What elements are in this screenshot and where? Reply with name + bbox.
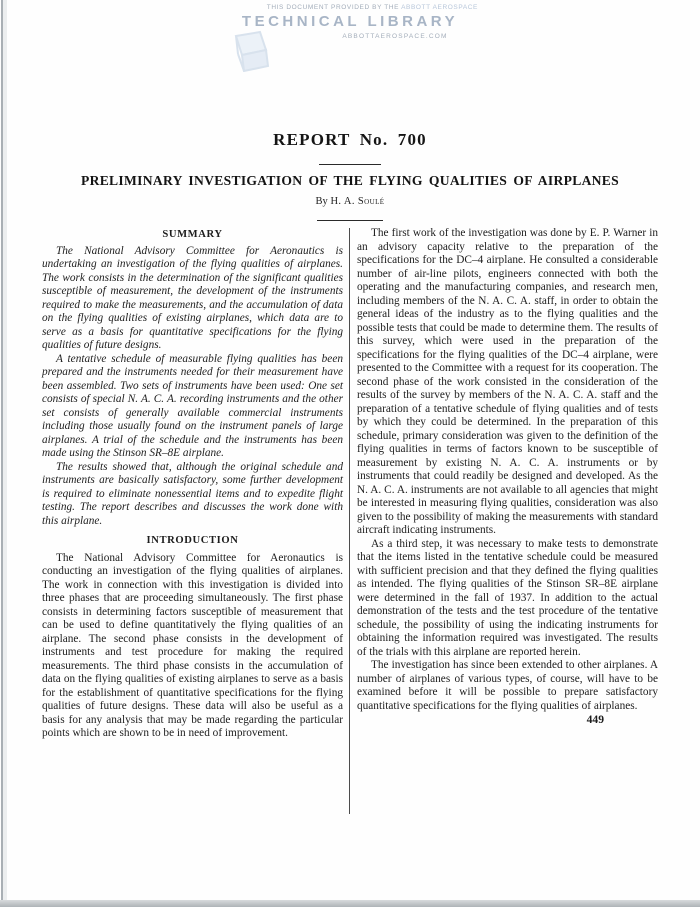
summary-heading: SUMMARY <box>162 229 223 240</box>
watermark-domain: ABBOTTAEROSPACE.COM <box>342 32 448 40</box>
scan-edge-bottom <box>0 900 700 907</box>
summary-paragraph: The National Advisory Committee for Aeronautics is undertaking an investigation of the flying qualities of airplanes. The work consists in the determination of the significant qualities susceptible of measurement, the development of the instruments required to make the measurements, and the accumulation of data on the flying qualities of existing airplanes, which data are to serve as a basis for quantitative specifications for the flying qualities of future designs. <box>42 244 343 351</box>
abbott-cube-logo-icon <box>226 24 278 72</box>
body-paragraph: As a third step, it was necessary to make tests to demonstrate that the items listed in the tentative schedule could be measured with sufficient precision and that they defined the flying qualities as intended. The flying qualities of the Stinson SR–8E airplane were determined in the fall of 1937. In addition to the actual demonstration of the tests and the test procedure of the tentative schedule, the possibility of using the indicating instruments for obtaining the information required was investigated. The results of the trials with this airplane are reported herein. <box>357 537 658 658</box>
introduction-section <box>42 534 343 741</box>
page-title: PRELIMINARY INVESTIGATION OF THE FLYING QUALITIES OF AIRPLANES <box>80 173 620 188</box>
summary-paragraph: The results showed that, although the original schedule and instruments are basically satisfactory, some further development is required to eliminate nonessential items and to expedite flight testing. The report describes and discusses the work done with this airplane. <box>42 460 343 527</box>
summary-section <box>42 228 343 528</box>
watermark-brand-text: ABBOTT AEROSPACE <box>401 4 478 11</box>
byline-prefix: By <box>315 196 328 207</box>
byline-rule <box>317 220 383 221</box>
body-paragraph: The investigation has since been extended to other airplanes. A number of airplanes of various types, of course, will have to be examined before it will be possible to prepare satisfactory quantitative specifications for the flying qualities of airplanes. <box>357 659 658 712</box>
watermark-provider-text: THIS DOCUMENT PROVIDED BY THE <box>266 4 400 11</box>
two-column-text <box>42 227 658 741</box>
watermark <box>222 4 478 41</box>
summary-paragraph: A tentative schedule of measurable flying qualities has been prepared and the instruments needed for their measurement have been assembled. Two sets of instruments have been used: One set consists of special N. A. C. A. recording instruments and the other set consists of generally available commercial instruments including those usually found on the instrument panels of large airplanes. A trial of the schedule and the instruments has been made using the Stinson SR–8E airplane. <box>42 352 343 459</box>
watermark-title: TECHNICAL LIBRARY <box>241 13 459 31</box>
title-rule-top <box>319 164 381 165</box>
left-column <box>42 227 343 741</box>
introduction-paragraph: The National Advisory Committee for Aeronautics is conducting an investigation of the flying qualities of airplanes. The work in connection with this investigation is divided into three phases that are proceeding simultaneously. The first phase consists in determining factors susceptible of measurement that can be used to define quantitatively the flying qualities of an airplane. The second phase consists in the development of instruments and test procedure for making the required measurements. The third phase consists in the accumulation of data on the flying qualities of existing airplanes to serve as a basis for the establishment of quantitative specifications for the flying qualities of future designs. These data will also be useful as a basis for any analysis that may be made regarding the particular points which are shown to be in need of improvement. <box>42 551 343 739</box>
author-name: H. A. Soulé <box>330 196 385 207</box>
right-column <box>357 227 658 741</box>
watermark-provider-line <box>222 4 478 12</box>
report-number-heading: REPORT No. 700 <box>273 130 427 149</box>
page-number: 449 <box>586 713 604 726</box>
body-paragraph: The first work of the investigation was done by E. P. Warner in an advisory capacity relative to the preparation of the specifications for the DC–4 airplane. He consulted a considerable number of air-line pilots, engineers connected with both the operating and the manufacturing companies, and research men, including members of the N. A. C. A. staff, in order to obtain the general ideas of the industry as to the flying qualities and the possible tests that could be made to determine them. The results of this survey, which were used in the preparation of the specifications for the flying qualities of the DC–4 airplane, were presented to the Committee with a request for its cooperation. The second phase of the work consisted in the consideration of the results of the survey by members of the N. A. C. A. staff and the preparation of a tentative schedule of flying qualities and of tests by which they could be determined. In the preparation of this schedule, primary consideration was given to the definition of the flying qualities in terms of factors known to be susceptible of measurement by existing N. A. C. A. instruments or by instruments that could readily be designed and developed. As the N. A. C. A. instruments are not available to all agencies that might be interested in measuring flying qualities, consideration was also given to the possibility of making the measurements with standard aircraft indicating instruments. <box>357 227 658 536</box>
column-divider-rule <box>349 228 350 814</box>
introduction-heading: INTRODUCTION <box>146 535 239 546</box>
byline <box>0 196 700 207</box>
